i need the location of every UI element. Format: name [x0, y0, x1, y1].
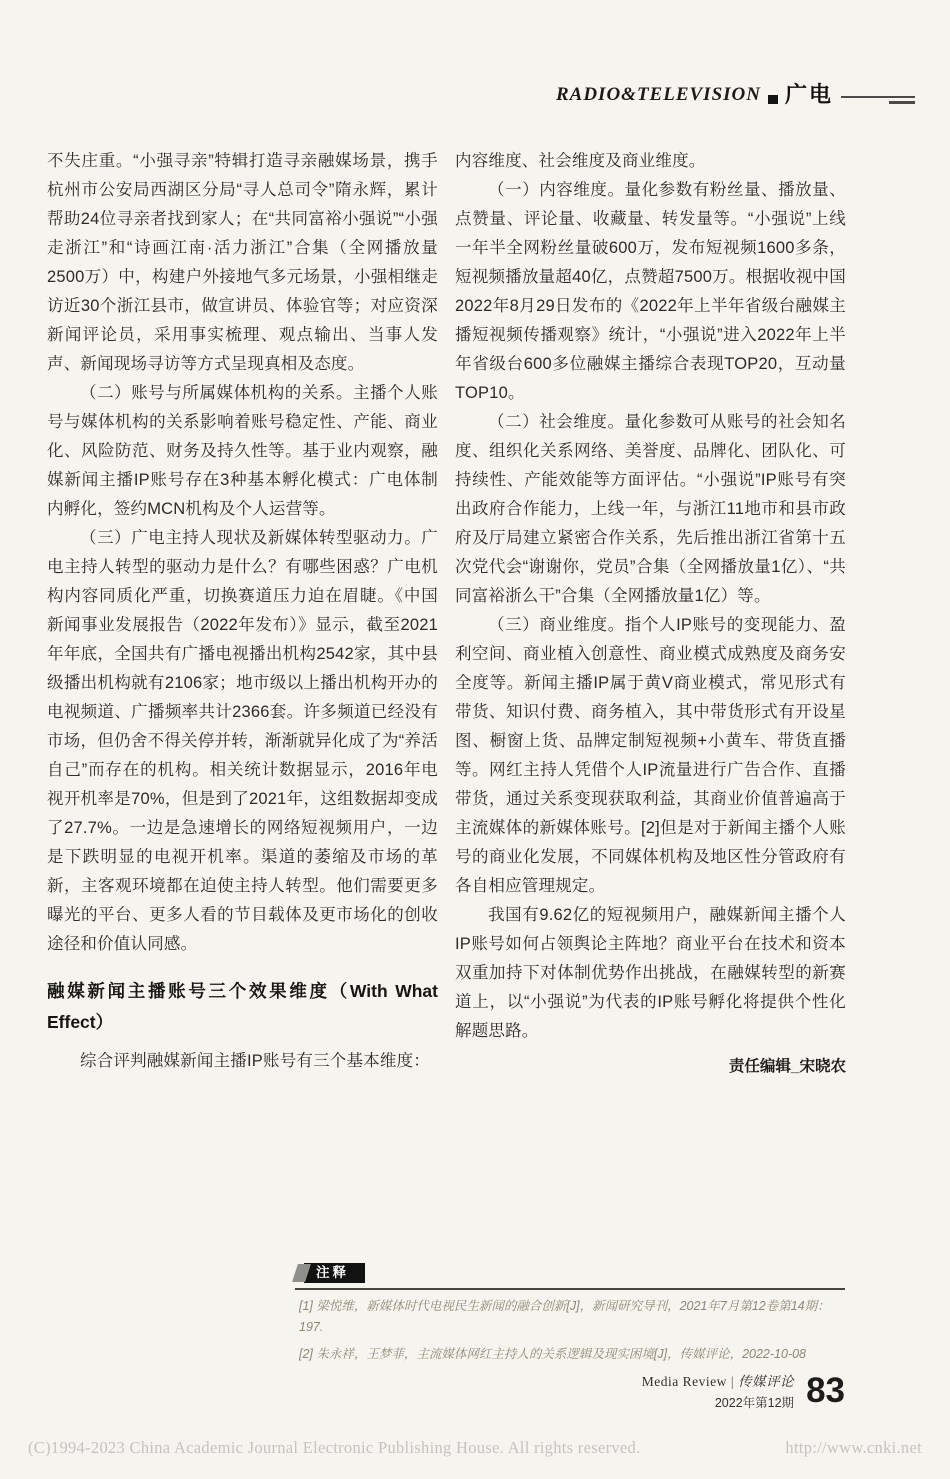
- paragraph-continuation: 内容维度、社会维度及商业维度。: [455, 152, 706, 170]
- footer-journal-chinese: 传媒评论: [738, 1374, 795, 1389]
- page-number: 83: [806, 1371, 845, 1410]
- notes-divider: [295, 1288, 845, 1290]
- editor-credit: 责任编辑_宋晓农: [728, 1058, 846, 1075]
- left-column: [47, 147, 438, 1076]
- reference-item: [2] 朱永祥，王梦菲，主流媒体网红主持人的关系逻辑及现实困境[J]，传媒评论，2022-10-08: [299, 1347, 807, 1361]
- page-footer: [642, 1370, 845, 1411]
- notes-section: [295, 1262, 845, 1365]
- footer-journal-name: [642, 1370, 794, 1390]
- masthead-block-icon: [768, 95, 778, 104]
- paragraph: （一）内容维度。量化参数有粉丝量、播放量、点赞量、评论量、收藏量、转发量等。“小强说”上线一年半全网粉丝量破600万，发布短视频1600多条，短视频播放量超40亿，点赞超7500万。根据收视中国2022年8月29日发布的《2022年上半年省级台融媒主播短视频传播观察》统计，“小强说”进入2022年上半年省级台600多位融媒主播综合表现TOP20，互动量TOP10。: [455, 181, 846, 402]
- footer-issue: 2022年第12期: [714, 1396, 795, 1410]
- paragraph: （三）商业维度。指个人IP账号的变现能力、盈利空间、商业植入创意性、商业模式成熟度及商务安全度等。新闻主播IP属于黄V商业模式，常见形式有带货、知识付费、商务植入，其中带货形式有开设星图、橱窗上货、品牌定制短视频+小黄车、带货直播等。网红主持人凭借个人IP流量进行广告合作、直播带货，通过关系变现获取利益，其商业价值普遍高于主流媒体的新媒体账号。[2]但是对于新闻主播个人账号的商业化发展，不同媒体机构及地区性分管政府有各自相应管理规定。: [455, 616, 846, 895]
- journal-name-chinese: 广电: [784, 82, 833, 107]
- footer-journal-english: Media Review: [641, 1374, 727, 1389]
- copyright-text: (C)1994-2023 China Academic Journal Electronic Publishing House. All rights reserved.: [28, 1438, 641, 1457]
- paragraph: 综合评判融媒新闻主播IP账号有三个基本维度：: [80, 1052, 430, 1070]
- journal-masthead: [556, 84, 915, 108]
- paragraph: （二）社会维度。量化参数可从账号的社会知名度、组织化关系网络、美誉度、品牌化、团队化、可持续性、产能效能等方面评估。“小强说”IP账号有突出政府合作能力，上线一年，与浙江11地市和县市政府及厅局建立紧密合作关系，先后推出浙江省第十五次党代会“谢谢你，党员”合集（全网播放量1亿）、“共同富裕浙么干”合集（全网播放量1亿）等。: [455, 413, 846, 605]
- paragraph: （二）账号与所属媒体机构的关系。主播个人账号与媒体机构的关系影响着账号稳定性、产能、商业化、风险防范、财务及持久性等。基于业内观察，融媒新闻主播IP账号存在3种基本孵化模式：广电体制内孵化，签约MCN机构及个人运营等。: [47, 384, 438, 518]
- cnki-url: http://www.cnki.net: [785, 1438, 922, 1457]
- footer-meta: [642, 1370, 794, 1411]
- copyright-watermark: [28, 1438, 922, 1458]
- section-heading: 融媒新闻主播账号三个效果维度（With What Effect）: [47, 981, 438, 1032]
- paragraph-continuation: 不失庄重。“小强寻亲”特辑打造寻亲融媒场景，携手杭州市公安局西湖区分局“寻人总司令”隋永辉，累计帮助24位寻亲者找到家人；在“共同富裕小强说”“小强走浙江”和“诗画江南·活力浙江”合集（全网播放量2500万）中，构建户外接地气多元场景，小强相继走访近30个浙江县市，做宣讲员、体验官等；对应资深新闻评论员，采用事实梳理、观点输出、当事人发声、新闻现场寻访等方式呈现真相及态度。: [47, 152, 438, 373]
- right-column: [455, 147, 846, 1081]
- notes-label: 注释: [304, 1263, 365, 1283]
- notes-label-row: [295, 1262, 845, 1284]
- reference-item: [1] 梁悦维，新媒体时代电视民生新闻的融合创新[J]，新闻研究导刊，2021年7月第12卷第14期：197.: [299, 1299, 830, 1334]
- journal-name-english: RADIO&TELEVISION: [555, 84, 761, 105]
- masthead-rule: [841, 90, 915, 108]
- paragraph: 我国有9.62亿的短视频用户，融媒新闻主播个人IP账号如何占领舆论主阵地？商业平台在技术和资本双重加持下对体制优势作出挑战，在融媒转型的新赛道上，以“小强说”为代表的IP账号孵化将提供个性化解题思路。: [455, 906, 846, 1040]
- footer-separator: |: [730, 1374, 735, 1389]
- paragraph: （三）广电主持人现状及新媒体转型驱动力。广电主持人转型的驱动力是什么？有哪些困惑？广电机构内容同质化严重，切换赛道压力迫在眉睫。《中国新闻事业发展报告（2022年发布）》显示，截至2021年年底，全国共有广播电视播出机构2542家，其中县级播出机构就有2106家；地市级以上播出机构开办的电视频道、广播频率共计2366套。许多频道已经没有市场，但仍舍不得关停并转，渐渐就异化成了为“养活自己”而存在的机构。相关统计数据显示，2016年电视开机率是70%，但是到了2021年，这组数据却变成了27.7%。一边是急速增长的网络短视频用户，一边是下跌明显的电视开机率。渠道的萎缩及市场的革新，主客观环境都在迫使主持人转型。他们需要更多曝光的平台、更多人看的节目载体及更市场化的创收途径和价值认同感。: [47, 529, 438, 953]
